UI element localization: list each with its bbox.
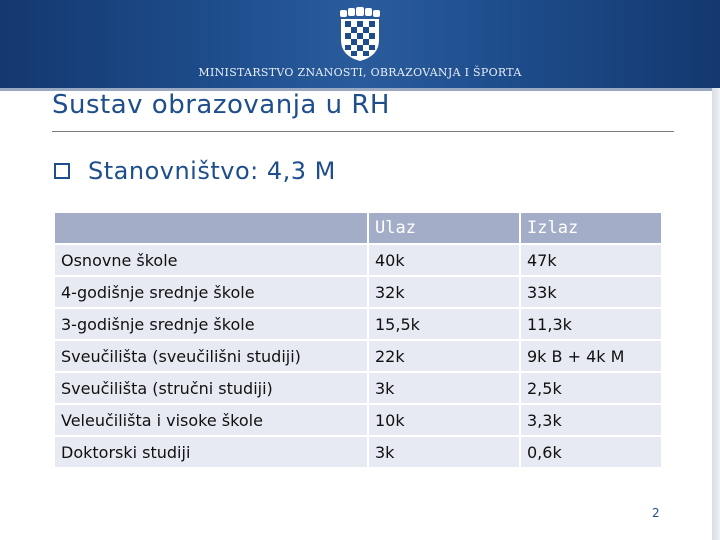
- table-row: [55, 309, 661, 339]
- row-label: 3-godišnje srednje škole: [55, 309, 367, 339]
- header-banner: [0, 0, 720, 88]
- row-label: Osnovne škole: [55, 245, 367, 275]
- row-label: Sveučilišta (stručni studiji): [55, 373, 367, 403]
- izlaz-value: 3,3k: [521, 405, 661, 435]
- ulaz-value: 15,5k: [369, 309, 519, 339]
- izlaz-value: 11,3k: [521, 309, 661, 339]
- row-label: Sveučilišta (sveučilišni studiji): [55, 341, 367, 371]
- bullet-item: [54, 157, 336, 185]
- ministry-name: MINISTARSTVO ZNANOSTI, OBRAZOVANJA I ŠPORTA: [198, 66, 522, 79]
- row-label: Veleučilišta i visoke škole: [55, 405, 367, 435]
- izlaz-value: 0,6k: [521, 437, 661, 467]
- square-bullet-icon: [54, 163, 70, 179]
- education-table: [53, 211, 663, 469]
- ulaz-value: 3k: [369, 437, 519, 467]
- table-row: [55, 245, 661, 275]
- ulaz-value: 3k: [369, 373, 519, 403]
- izlaz-value: 9k B + 4k M: [521, 341, 661, 371]
- bullet-text: Stanovništvo: 4,3 M: [88, 157, 336, 185]
- ulaz-value: 10k: [369, 405, 519, 435]
- izlaz-value: 2,5k: [521, 373, 661, 403]
- table-row: [55, 277, 661, 307]
- izlaz-value: 33k: [521, 277, 661, 307]
- table-header-row: [55, 213, 661, 243]
- croatian-coat-of-arms-icon: [337, 6, 383, 62]
- header-cell-ulaz: Ulaz: [369, 213, 519, 243]
- title-divider: [52, 131, 674, 132]
- table-row: [55, 373, 661, 403]
- ulaz-value: 22k: [369, 341, 519, 371]
- header-cell-empty: [55, 213, 367, 243]
- row-label: 4-godišnje srednje škole: [55, 277, 367, 307]
- table-row: [55, 405, 661, 435]
- table-row: [55, 437, 661, 467]
- row-label: Doktorski studiji: [55, 437, 367, 467]
- slide-title: Sustav obrazovanja u RH: [52, 90, 390, 120]
- table-row: [55, 341, 661, 371]
- header-cell-izlaz: Izlaz: [521, 213, 661, 243]
- page-number: 2: [652, 506, 660, 520]
- ulaz-value: 40k: [369, 245, 519, 275]
- right-edge-decoration: [712, 88, 720, 540]
- ulaz-value: 32k: [369, 277, 519, 307]
- izlaz-value: 47k: [521, 245, 661, 275]
